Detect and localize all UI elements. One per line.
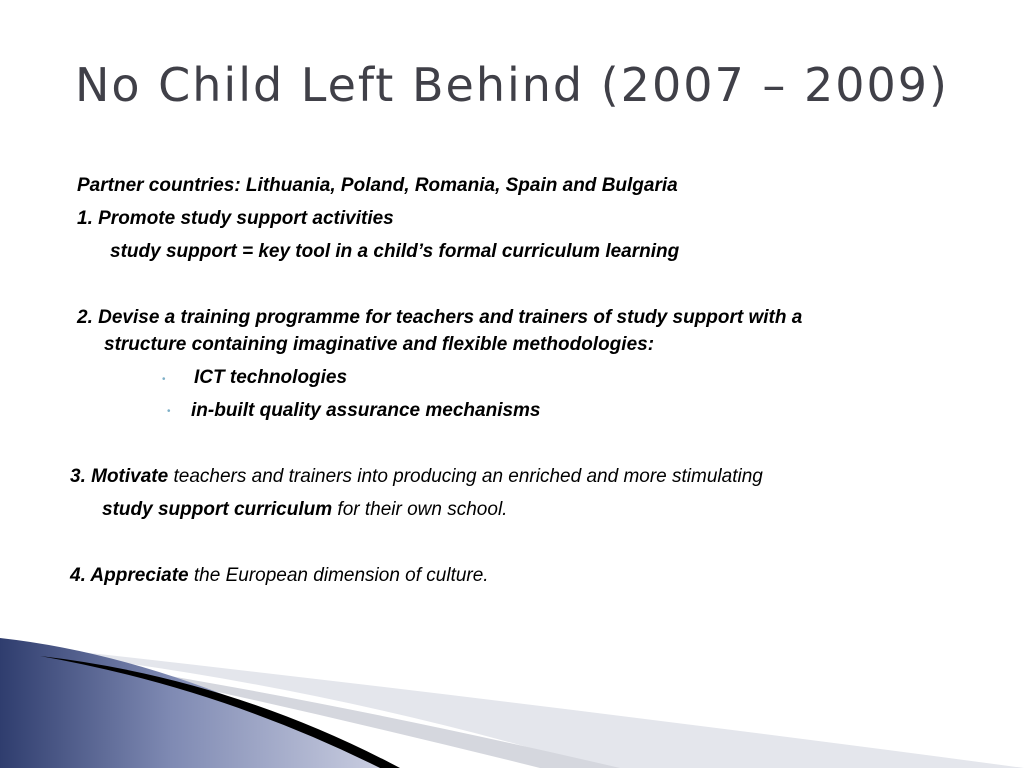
item-4 [70,564,489,588]
partner-countries: Partner countries: Lithuania, Poland, Romania, Spain and Bulgaria [77,175,678,196]
item-3-keyword-2: study support curriculum [102,499,333,520]
item-1-heading: 1. Promote study support activities [77,208,394,229]
item-3-line-2 [102,498,507,522]
item-3-text: teachers and trainers into producing an enriched and more stimulating [168,466,763,487]
item-3-text-2: for their own school. [332,499,508,520]
item-2-line-2: structure containing imaginative and flexible methodologies: [104,334,655,355]
item-4-keyword: 4. Appreciate [70,565,189,586]
bullet-dot-icon: • [167,406,171,417]
bullet-dot-icon: • [162,374,166,385]
item-1-detail: study support = key tool in a child’s formal curriculum learning [110,241,680,262]
slide-title: No Child Left Behind (2007 – 2009) [74,58,950,112]
item-2-line-1: 2. Devise a training programme for teachers and trainers of study support with a [77,307,803,328]
item-3-keyword: 3. Motivate [70,466,169,487]
item-3-line-1 [70,465,763,489]
bullet-quality: in-built quality assurance mechanisms [191,400,541,421]
decorative-wave [0,638,1024,768]
item-4-text: the European dimension of culture. [188,565,489,586]
bullet-ict: ICT technologies [194,367,348,388]
